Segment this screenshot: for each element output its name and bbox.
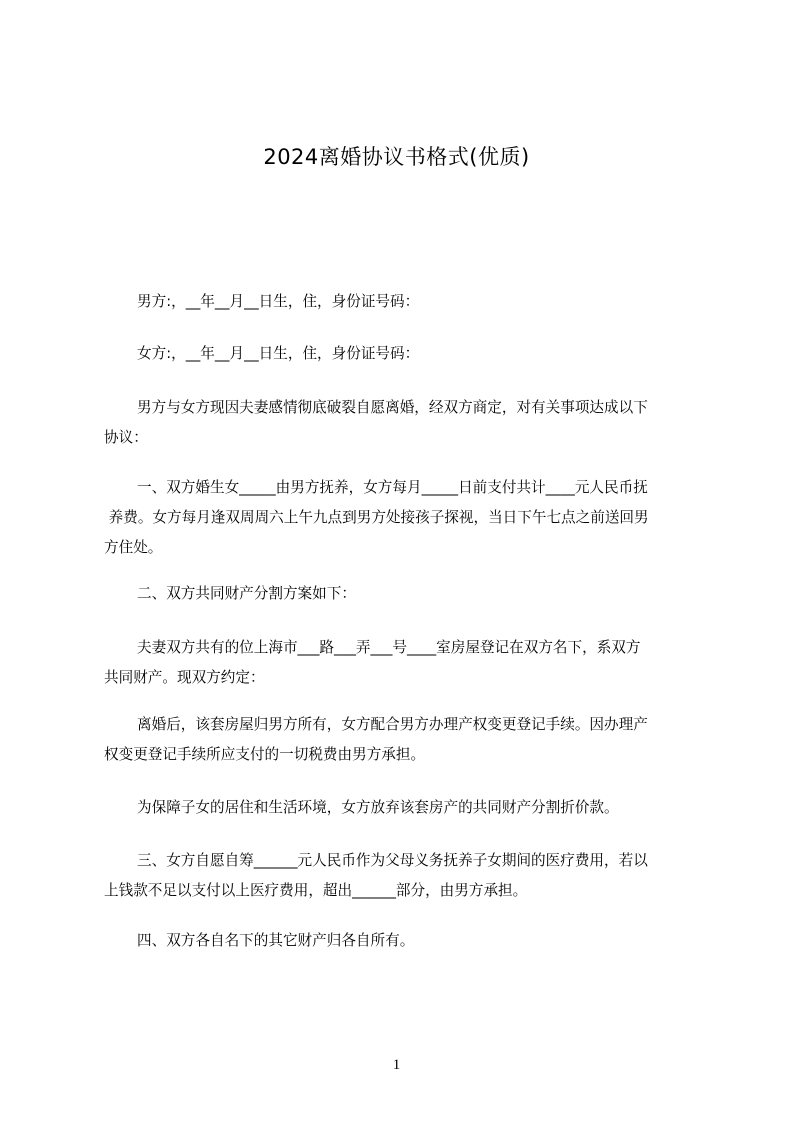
paragraph-property-desc [104,633,702,693]
paragraph-line: 二、双方共同财产分割方案如下： [137,585,356,602]
paragraph-line: 夫妻双方共有的位上海市___路___弄___号____室房屋登记在双方名下，系双方 [137,639,641,656]
paragraph-line: 四、双方各自名下的其它财产归各自所有。 [137,932,415,949]
paragraph-line: 方住处。 [104,539,163,556]
paragraph-line: 女方:，__年__月__日生，住，身份证号码： [137,345,420,362]
paragraph-line: 共同财产。现双方约定： [104,669,265,686]
paragraph-wife-info [104,339,702,369]
document-title: 2024离婚协议书格式(优质) [263,145,530,169]
paragraph-line: 为保障子女的居住和生活环境，女方放弃该套房产的共同财产分割折价款。 [137,799,619,816]
paragraph-clause-3 [104,846,702,906]
paragraph-clause-2 [104,579,702,609]
paragraph-line: 离婚后，该套房屋归男方所有，女方配合男方办理产权变更登记手续。因办理产 [137,716,648,733]
paragraph-line: 一、双方婚生女_____由男方抚养，女方每月_____日前支付共计____元人民币抚 [137,479,648,496]
paragraph-husband-info [104,287,702,317]
paragraph-line: 协议： [104,429,148,446]
paragraph-property-after-divorce [104,710,702,770]
paragraph-line: 三、女方自愿自筹______元人民币作为父母义务抚养子女期间的医疗费用，若以 [137,852,648,869]
paragraph-line: 养费。女方每月逢双周周六上午九点到男方处接孩子探视，当日下午七点之前送回男 [104,509,649,526]
paragraph-line: 男方与女方现因夫妻感情彻底破裂自愿离婚，经双方商定，对有关事项达成以下 [137,399,648,416]
paragraph-line: 男方:，__年__月__日生，住，身份证号码： [137,293,420,310]
page-number: 1 [392,1057,401,1073]
paragraph-clause-1 [104,473,702,563]
paragraph-line: 权变更登记手续所应支付的一切税费由男方承担。 [104,746,426,763]
paragraph-clause-4 [104,926,702,956]
paragraph-waiver [104,793,702,823]
paragraph-line: 上钱款不足以支付以上医疗费用，超出______部分，由男方承担。 [104,882,528,899]
paragraph-preamble [104,393,702,453]
